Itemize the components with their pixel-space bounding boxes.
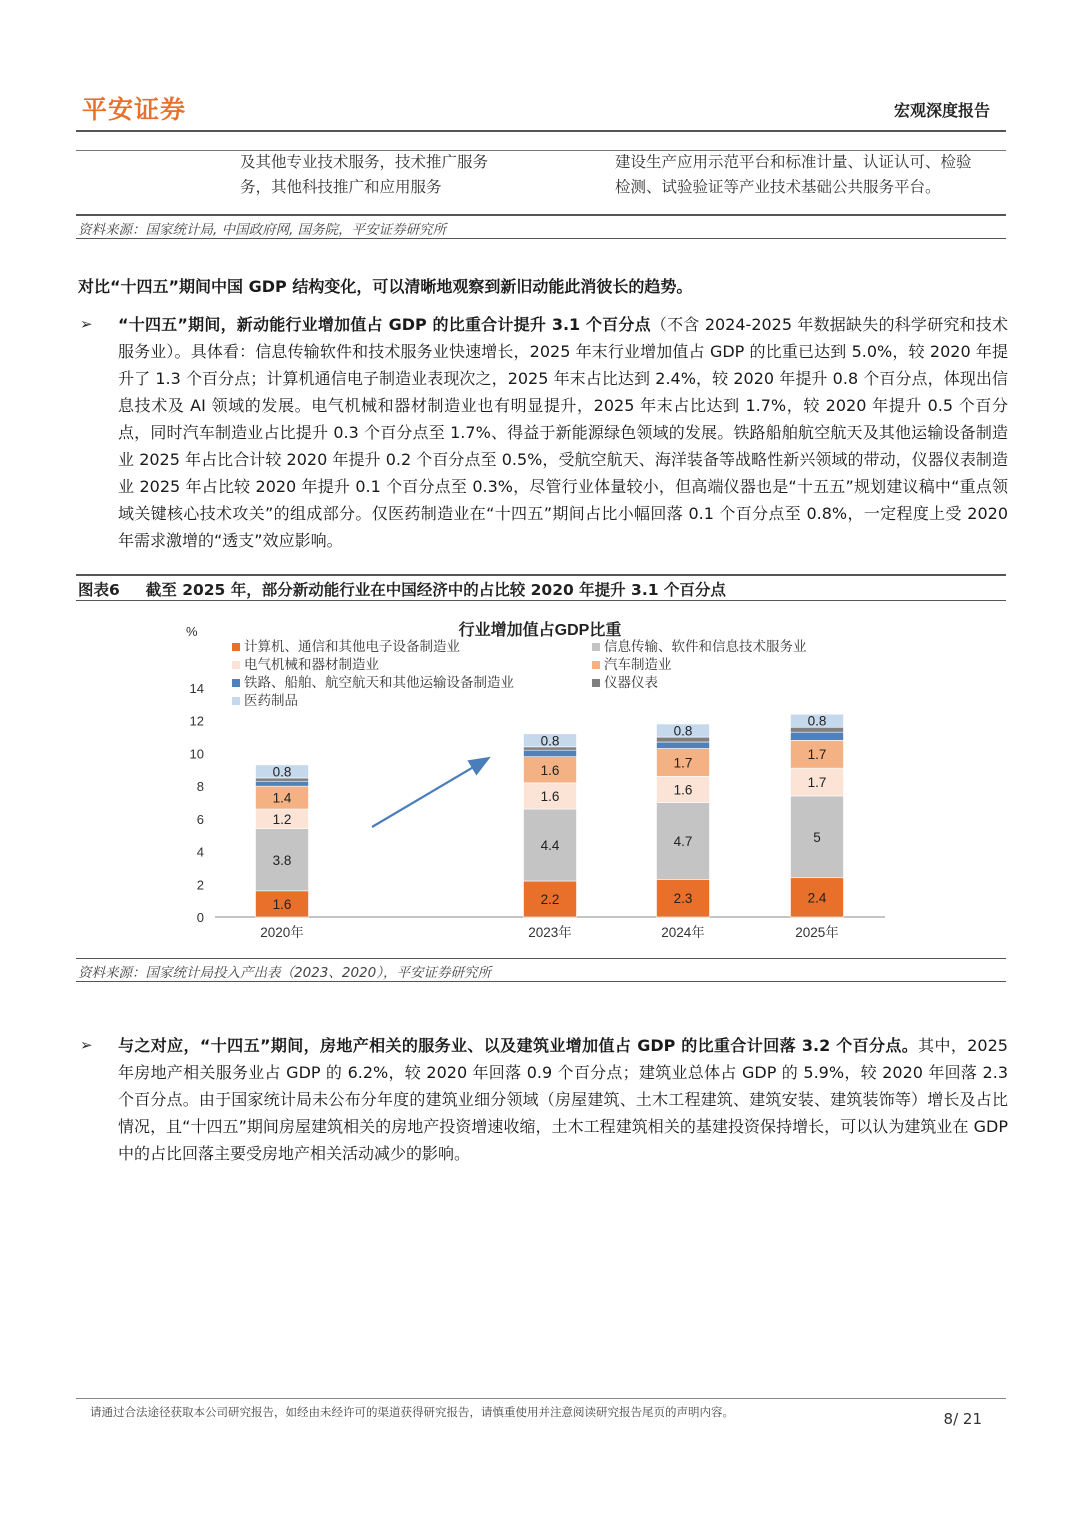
bullet-1-bold: “十四五”期间，新动能行业增加值占 GDP 的比重合计提升 3.1 个百分点	[118, 315, 651, 334]
table-source-divider	[76, 238, 1006, 239]
bullet-2-text: 其中，2025 年房地产相关服务业占 GDP 的 6.2%，较 2020 年回落 0.9 个百分点；建筑业总体占 GDP 的 5.9%，较 2020 年回落 2.3 个百分点。由于国家统计局未公布分年度的建筑业细分领域（房屋建筑、土木工程建筑、建筑安装、建筑装饰等）增长及占比情况，且“十四五”期间房屋建筑相关的房地产投资增速收缩，土木工程建筑相关的基建投资保持增长，可以认为建筑业在 GDP 中的占比回落主要受房地产相关活动减少的影响。	[118, 1036, 1008, 1163]
bar-segment-rail	[524, 750, 577, 757]
legend-label-electric: 电气机械和器材制造业	[244, 657, 379, 672]
data-label-info: 5	[813, 829, 821, 845]
figure-label: 图表6	[78, 581, 120, 599]
legend-label-pharma: 医药制品	[244, 693, 298, 708]
stacked-bar-chart	[150, 605, 930, 950]
trend-arrow	[372, 759, 487, 827]
bullet-1-text: （不含 2024-2025 年数据缺失的科学研究和技术服务业）。具体看：信息传输软件和技术服务业快速增长，2025 年末行业增加值占 GDP 的比重已达到 5.0%，较 2020 年提升了 1.3 个百分点；计算机通信电子制造业表现次之，2025 年末占比达到 2.4%，较 2020 年提升 0.8 个百分点，体现出信息技术及 AI 领域的发展。电气机械和器材制造业也有明显提升，2025 年末占比达到 1.7%，较 2020 年提升 0.5 个百分点，同时汽车制造业占比提升 0.3 个百分点至 1.7%、得益于新能源绿色领域的发展。铁路船舶航空航天及其他运输设备制造业 2025 年占比合计较 2020 年提升 0.2 个百分点至 0.5%，受航空航天、海洋装备等战略性新兴领域的带动，仪器仪表制造业 2025 年占比较 2020 年提升 0.1 个百分点至 0.3%，尽管行业体量较小，但高端仪器也是“十五五”规划建议稿中“重点领域关键核心技术攻关”的组成部分。仅医药制造业在“十四五”期间占比小幅回落 0.1 个百分点至 0.8%，一定程度上受 2020 年需求激增的“透支”效应影响。	[118, 315, 1008, 550]
header-divider	[76, 130, 1006, 132]
legend-swatch-electric	[232, 661, 240, 669]
bar-segment-rail	[791, 732, 844, 740]
figure-title	[78, 578, 726, 600]
legend-swatch-instrument	[592, 679, 600, 687]
data-label-electric: 1.7	[807, 775, 827, 791]
data-label-pharma: 0.8	[540, 733, 560, 749]
data-label-pharma: 0.8	[807, 713, 827, 729]
legend-label-instrument: 仪器仪表	[604, 675, 658, 690]
legend-label-rail: 铁路、船舶、航空航天和其他运输设备制造业	[244, 675, 514, 690]
data-label-pharma: 0.8	[272, 764, 292, 780]
y-axis-unit: %	[186, 624, 198, 639]
legend-label-computer: 计算机、通信和其他电子设备制造业	[244, 639, 460, 654]
legend-label-info: 信息传输、软件和信息技术服务业	[604, 639, 807, 654]
y-tick-label: 2	[196, 877, 204, 893]
table-bottom-divider	[76, 214, 1006, 216]
bullet-marker-2: ➢	[80, 1036, 93, 1054]
data-label-auto: 1.4	[272, 790, 292, 806]
data-label-computer: 1.6	[272, 896, 292, 912]
data-label-info: 3.8	[272, 852, 292, 868]
figure-caption: 截至 2025 年，部分新动能行业在中国经济中的占比较 2020 年提升 3.1 个百分点	[145, 581, 726, 599]
legend-swatch-pharma	[232, 697, 240, 705]
data-label-electric: 1.6	[540, 788, 560, 804]
data-label-auto: 1.6	[540, 762, 560, 778]
report-type-label: 宏观深度报告	[893, 101, 990, 120]
bar-segment-rail	[256, 781, 309, 786]
figure-source-note: 资料来源：国家统计局投入产出表（2023、2020），平安证券研究所	[78, 965, 491, 981]
footer-disclaimer: 请通过合法途径获取本公司研究报告，如经由未经许可的渠道获得研究报告，请慎重使用并注意阅读研究报告尾页的声明内容。	[90, 1405, 734, 1419]
table-cell-right-line2: 检测、试验验证等产业技术基础公共服务平台。	[615, 178, 941, 196]
footer-divider	[76, 1398, 1006, 1399]
bullet-marker: ➢	[80, 315, 93, 333]
x-tick-label: 2025年	[795, 925, 839, 940]
figure-title-top-divider	[76, 574, 1006, 576]
bar-segment-rail	[657, 742, 710, 749]
x-tick-label: 2024年	[661, 925, 705, 940]
legend-label-auto: 汽车制造业	[604, 657, 672, 672]
chart-title: 行业增加值占GDP比重	[458, 622, 622, 639]
data-label-pharma: 0.8	[673, 723, 693, 739]
legend-swatch-computer	[232, 643, 240, 651]
y-tick-label: 4	[196, 844, 204, 860]
data-label-info: 4.4	[540, 838, 560, 854]
figure-source-bottom-divider	[76, 981, 1006, 982]
y-tick-label: 0	[196, 910, 204, 925]
bullet-2-bold: 与之对应，“十四五”期间，房地产相关的服务业、以及建筑业增加值占 GDP 的比重合计回落 3.2 个百分点。	[118, 1036, 919, 1055]
table-cell-right-line1: 建设生产应用示范平台和标准计量、认证认可、检验	[615, 153, 972, 171]
table-cell-left-line1: 及其他专业技术服务，技术推广服务	[240, 153, 489, 171]
x-tick-label: 2023年	[528, 925, 572, 940]
y-tick-label: 10	[189, 746, 204, 762]
y-tick-label: 12	[189, 713, 204, 729]
legend-swatch-auto	[592, 661, 600, 669]
y-tick-label: 6	[196, 811, 204, 827]
table-cell-left-line2: 务，其他科技推广和应用服务	[240, 178, 442, 196]
data-label-electric: 1.6	[673, 782, 693, 798]
bullet-paragraph-1	[118, 311, 1008, 554]
data-label-info: 4.7	[673, 833, 693, 849]
x-tick-label: 2020年	[260, 925, 304, 940]
figure-source-top-divider	[76, 958, 1006, 959]
data-label-electric: 1.2	[272, 811, 292, 827]
legend-swatch-rail	[232, 679, 240, 687]
table-source-note: 资料来源：国家统计局, 中国政府网, 国务院，平安证券研究所	[78, 222, 447, 238]
company-logo: 平安证券	[82, 95, 187, 124]
data-label-computer: 2.2	[540, 892, 560, 908]
data-label-computer: 2.4	[807, 890, 827, 906]
data-label-auto: 1.7	[807, 747, 827, 763]
figure-title-bottom-divider	[76, 600, 1006, 601]
legend-swatch-info	[592, 643, 600, 651]
data-label-auto: 1.7	[673, 755, 693, 771]
section-lead: 对比“十四五”期间中国 GDP 结构变化，可以清晰地观察到新旧动能此消彼长的趋势。	[78, 277, 693, 296]
bullet-paragraph-2	[118, 1032, 1008, 1167]
y-tick-label: 8	[196, 779, 204, 795]
y-tick-label: 14	[189, 681, 204, 696]
page-number: 8/ 21	[943, 1410, 982, 1428]
data-label-computer: 2.3	[673, 891, 693, 907]
